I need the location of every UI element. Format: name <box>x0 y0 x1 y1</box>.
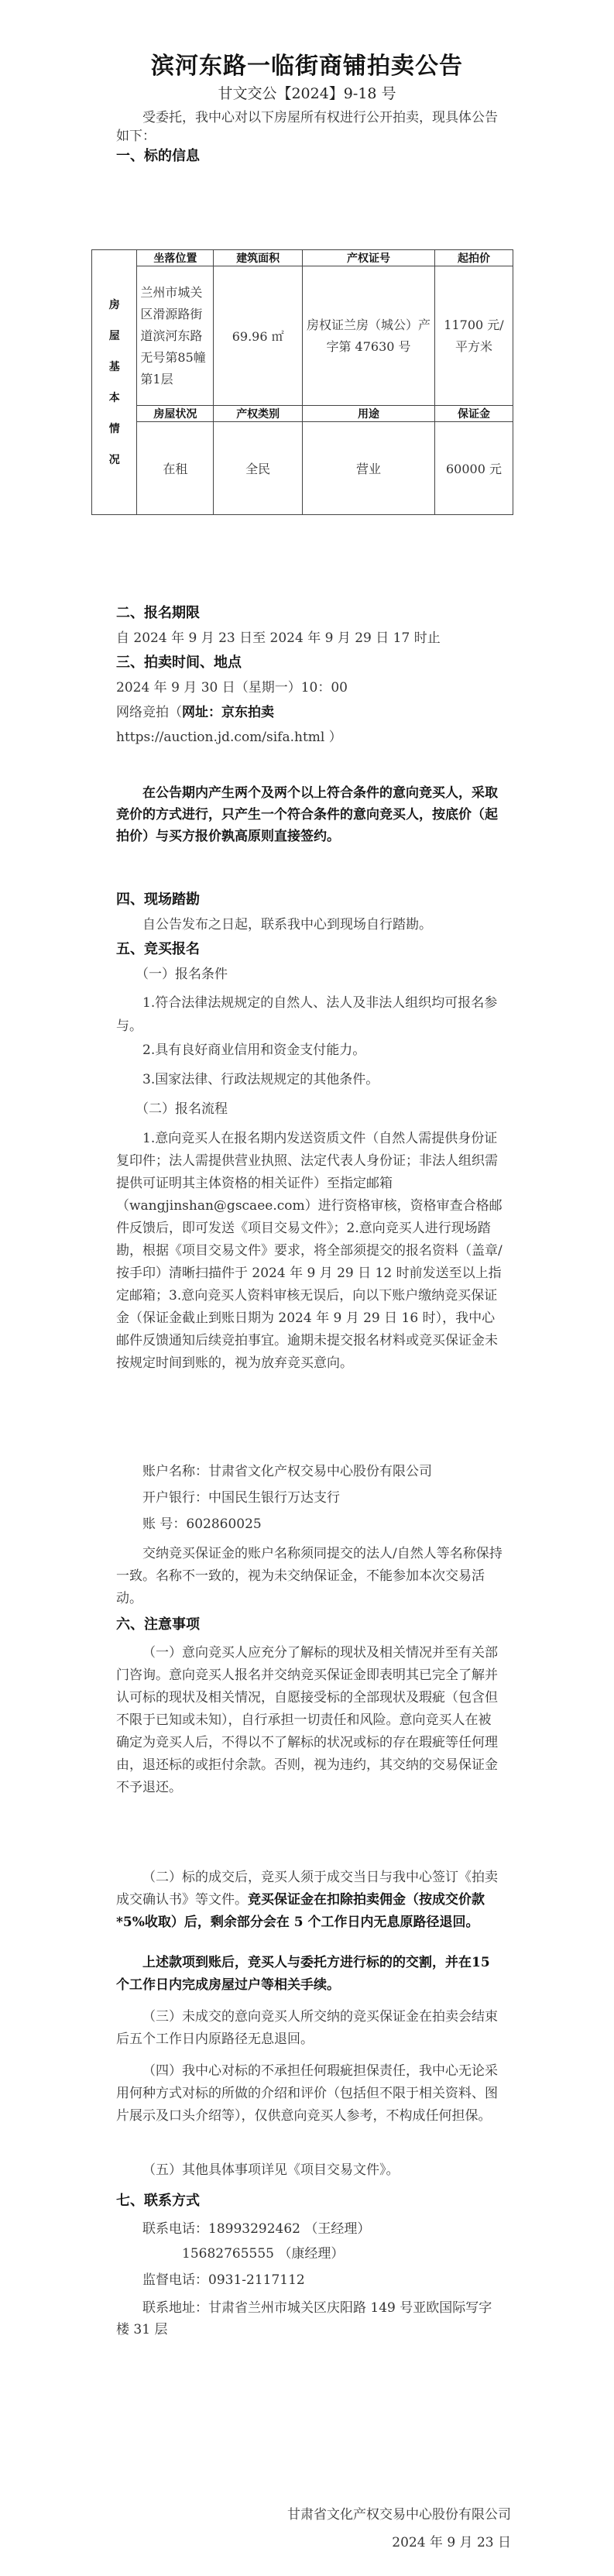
table-cell-use: 营业 <box>303 422 435 515</box>
note-2-handover: 上述款项到账后，竞买人与委托方进行标的的交割，并在15 个工作日内完成房屋过户等相关手续。 <box>116 1955 490 1993</box>
table-header-cell: 用途 <box>303 406 435 422</box>
table-cell-category: 全民 <box>214 422 303 515</box>
section-7-heading: 七、联系方式 <box>116 2193 200 2209</box>
table-cell-cert: 房权证兰房（城公）产字第 47630 号 <box>303 266 435 406</box>
page-title: 滨河东路一临街商铺拍卖公告 <box>151 53 463 80</box>
account-number: 账 号：602860025 <box>142 1516 262 1532</box>
registration-conditions-heading: （一）报名条件 <box>135 967 228 982</box>
note-2-bold: 竞买保证金在扣除拍卖佣金（按成交价款*5%收取）后，剩余部分会在 5 个工作日内无息原路径退回。 <box>116 1892 485 1930</box>
section-6-heading: 六、注意事项 <box>116 1616 200 1633</box>
table-row-label: 房 屋 基 本 情 况 <box>92 250 137 515</box>
note-3: （三）未成交的意向竞买人所交纳的竞买保证金在拍卖会结束后五个工作日内原路径无息退回。 <box>116 2009 498 2047</box>
note-2 <box>116 1867 503 1934</box>
contact-phone-1: 联系电话：18993292462 （王经理） <box>142 2221 371 2237</box>
condition-1: 1.符合法律法规规定的自然人、法人及非法人组织均可报名参与。 <box>116 995 498 1034</box>
table-cell-status: 在租 <box>137 422 214 515</box>
section-4-heading: 四、现场踏勘 <box>116 891 200 908</box>
account-note: 交纳竞买保证金的账户名称须同提交的法人/自然人等名称保持一致。名称不一致的，视为未交纳保证金，不能参加本次交易活动。 <box>116 1546 503 1606</box>
contact-phone-2: 15682765555 （康经理） <box>182 2246 345 2262</box>
supervision-phone: 监督电话：0931-2117112 <box>142 2272 305 2288</box>
platform-name: 网址：京东拍卖 <box>182 705 274 720</box>
section-1-heading: 一、标的信息 <box>116 148 200 164</box>
auction-url[interactable]: https://auction.jd.com/sifa.html ） <box>116 730 342 745</box>
site-visit-text: 自公告发布之日起，联系我中心到现场自行踏勘。 <box>142 917 432 933</box>
table-cell-deposit: 60000 元 <box>434 422 513 515</box>
table-cell-location: 兰州市城关区滑源路街道滨河东路无号第85幢第1层 <box>137 266 214 406</box>
registration-flow-heading: （二）报名流程 <box>135 1101 228 1117</box>
table-header-cell: 房屋状况 <box>137 406 214 422</box>
table-header-cell: 坐落位置 <box>137 250 214 266</box>
registration-period: 自 2024 年 9 月 23 日至 2024 年 9 月 29 日 17 时止 <box>116 630 441 646</box>
section-3-heading: 三、拍卖时间、地点 <box>116 654 242 671</box>
platform-prefix: 网络竞拍（ <box>116 705 182 720</box>
table-cell-price: 11700 元/平方米 <box>434 266 513 406</box>
table-header-cell: 产权证号 <box>303 250 435 266</box>
auction-platform <box>116 703 503 722</box>
document-number: 甘文交公【2024】9-18 号 <box>218 85 396 102</box>
table-header-cell: 起拍价 <box>434 250 513 266</box>
table-header-cell: 建筑面积 <box>214 250 303 266</box>
contact-address: 联系地址：甘肃省兰州市城关区庆阳路 149 号亚欧国际写字楼 31 层 <box>116 2300 492 2337</box>
section-5-heading: 五、竞买报名 <box>116 941 200 957</box>
condition-3: 3.国家法律、行政法规规定的其他条件。 <box>142 1072 379 1087</box>
bidding-rule-notice: 在公告期内产生两个及两个以上符合条件的意向竞买人，采取竞价的方式进行，只产生一个符合条件的意向竞买人，按底价（起拍价）与买方报价孰高原则直接签约。 <box>116 785 498 844</box>
note-1: （一）意向竞买人应充分了解标的现状及相关情况并至有关部门咨询。意向竞买人报名并交纳竞买保证金即表明其已完全了解并认可标的现状及相关情况，自愿接受标的全部现状及瑕疵（包含但不限于已知或未知），自行承担一切责任和风险。意向竞买人在被确定为竞买人后，不得以不了解标的状况或标的存在瑕疵等任何理由，退还标的或拒付余款。否则，视为违约，其交纳的交易保证金不予退还。 <box>116 1645 498 1795</box>
table-cell-area: 69.96 ㎡ <box>214 266 303 406</box>
table-header-cell: 保证金 <box>434 406 513 422</box>
intro-paragraph: 受委托，我中心对以下房屋所有权进行公开拍卖，现具体公告如下： <box>116 110 498 144</box>
registration-flow-text: 1.意向竞买人在报名期内发送资质文件（自然人需提供身份证复印件；法人需提供营业执照、法定代表人身份证；非法人组织需提供可证明其主体资格的相关证件）至指定邮箱（wangjinshan@gscaee.com）进行资格审核，资格审查合格邮件反馈后，即可发送《项目交易文件》；2.意向竞买人进行现场踏勘，根据《项目交易文件》要求，将全部须提交的报名资料（盖章/按手印）清晰扫描件于 2024 年 9 月 29 日 12 时前发送至以上指定邮箱；3.意向竞买人资料审核无误后，向以下账户缴纳竞买保证金（保证金截止到账日期为 2024 年 9 月 29 日 16 时），我中心邮件反馈通知后续竞拍事宜。逾期未提交报名材料或竞买保证金未按规定时间到账的，视为放弃竞买意向。 <box>116 1131 503 1371</box>
auction-time: 2024 年 9 月 30 日（星期一）10：00 <box>116 680 348 696</box>
table-header-cell: 产权类别 <box>214 406 303 422</box>
condition-2: 2.具有良好商业信用和资金支付能力。 <box>142 1042 366 1058</box>
section-2-heading: 二、报名期限 <box>116 605 200 621</box>
note-2-text: （二）标的成交后，竞买人须于成交当日与我中心签订《拍卖成交确认书》等文件。 <box>116 1870 498 1908</box>
note-5: （五）其他具体事项详见《项目交易文件》。 <box>142 2162 400 2178</box>
note-4: （四）我中心对标的不承担任何瑕疵担保责任，我中心无论采用何种方式对标的所做的介绍和评价（包括但不限于相关资料、图片展示及口头介绍等），仅供意向竞买人参考，不构成任何担保。 <box>116 2063 498 2124</box>
account-bank: 开户银行：中国民生银行万达支行 <box>142 1490 340 1506</box>
issue-date: 2024 年 9 月 23 日 <box>392 2535 511 2550</box>
property-info-table <box>91 249 513 515</box>
issuer-name: 甘肃省文化产权交易中心股份有限公司 <box>287 2507 511 2523</box>
account-name: 账户名称：甘肃省文化产权交易中心股份有限公司 <box>142 1464 432 1479</box>
